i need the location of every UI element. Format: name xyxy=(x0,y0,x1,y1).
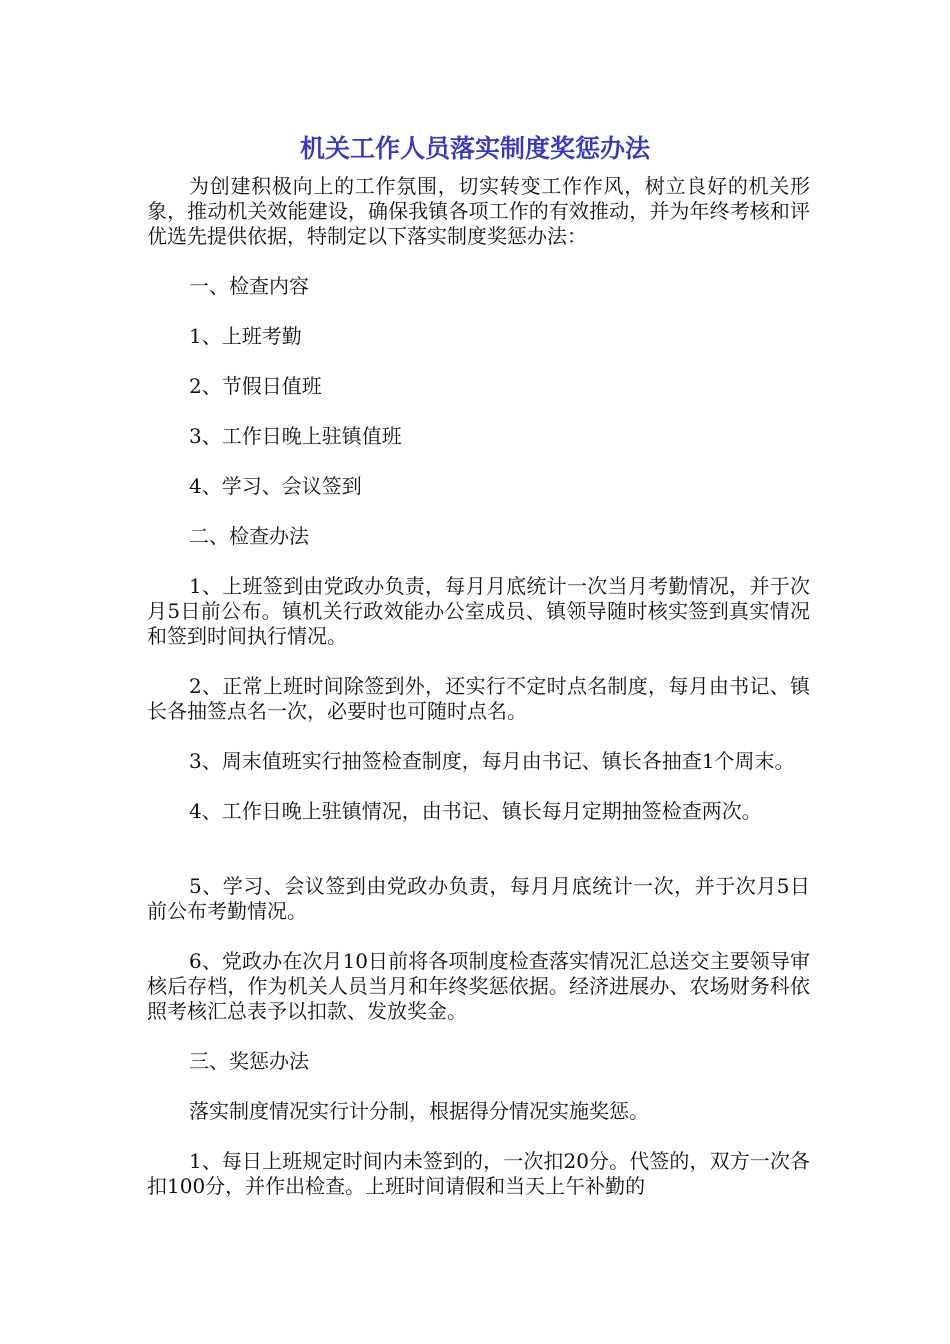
list-item: 3、周末值班实行抽签检查制度，每月由书记、镇长各抽查1个周末。 xyxy=(189,749,795,773)
list-item: 4、学习、会议签到 xyxy=(189,474,362,498)
list-item: 6、党政办在次月10日前将各项制度检查落实情况汇总送交主要领导审核后存档，作为机关人员当月和年终奖惩依据。经济进展办、农场财务科依照考核汇总表予以扣款、发放奖金。 xyxy=(147,949,810,1023)
list-item: 1、每日上班规定时间内未签到的，一次扣20分。代签的，双方一次各扣100分，并作出检查。上班时间请假和当天上午补勤的 xyxy=(147,1149,810,1198)
intro-paragraph: 为创建积极向上的工作氛围，切实转变工作作风，树立良好的机关形象，推动机关效能建设，确保我镇各项工作的有效推动，并为年终考核和评优选先提供依据，特制定以下落实制度奖惩办法： xyxy=(147,174,810,248)
list-item: 2、节假日值班 xyxy=(189,374,322,398)
document-body xyxy=(147,174,810,1199)
list-item: 2、正常上班时间除签到外，还实行不定时点名制度，每月由书记、镇长各抽签点名一次，必要时也可随时点名。 xyxy=(147,674,810,723)
list-item: 4、工作日晚上驻镇情况，由书记、镇长每月定期抽签检查两次。 xyxy=(189,799,762,823)
section-heading-inspection-method: 二、检查办法 xyxy=(189,524,309,548)
document-title: 机关工作人员落实制度奖惩办法 xyxy=(299,134,650,163)
section-heading-inspection-content: 一、检查内容 xyxy=(189,274,309,298)
section-heading-rewards-penalties: 三、奖惩办法 xyxy=(189,1049,309,1073)
section-intro-paragraph: 落实制度情况实行计分制，根据得分情况实施奖惩。 xyxy=(189,1099,649,1123)
list-item: 3、工作日晚上驻镇值班 xyxy=(189,424,402,448)
list-item: 1、上班签到由党政办负责，每月月底统计一次当月考勤情况，并于次月5日前公布。镇机关行政效能办公室成员、镇领导随时核实签到真实情况和签到时间执行情况。 xyxy=(147,574,810,648)
list-item: 1、上班考勤 xyxy=(189,324,302,348)
list-item: 5、学习、会议签到由党政办负责，每月月底统计一次，并于次月5日前公布考勤情况。 xyxy=(147,874,810,923)
